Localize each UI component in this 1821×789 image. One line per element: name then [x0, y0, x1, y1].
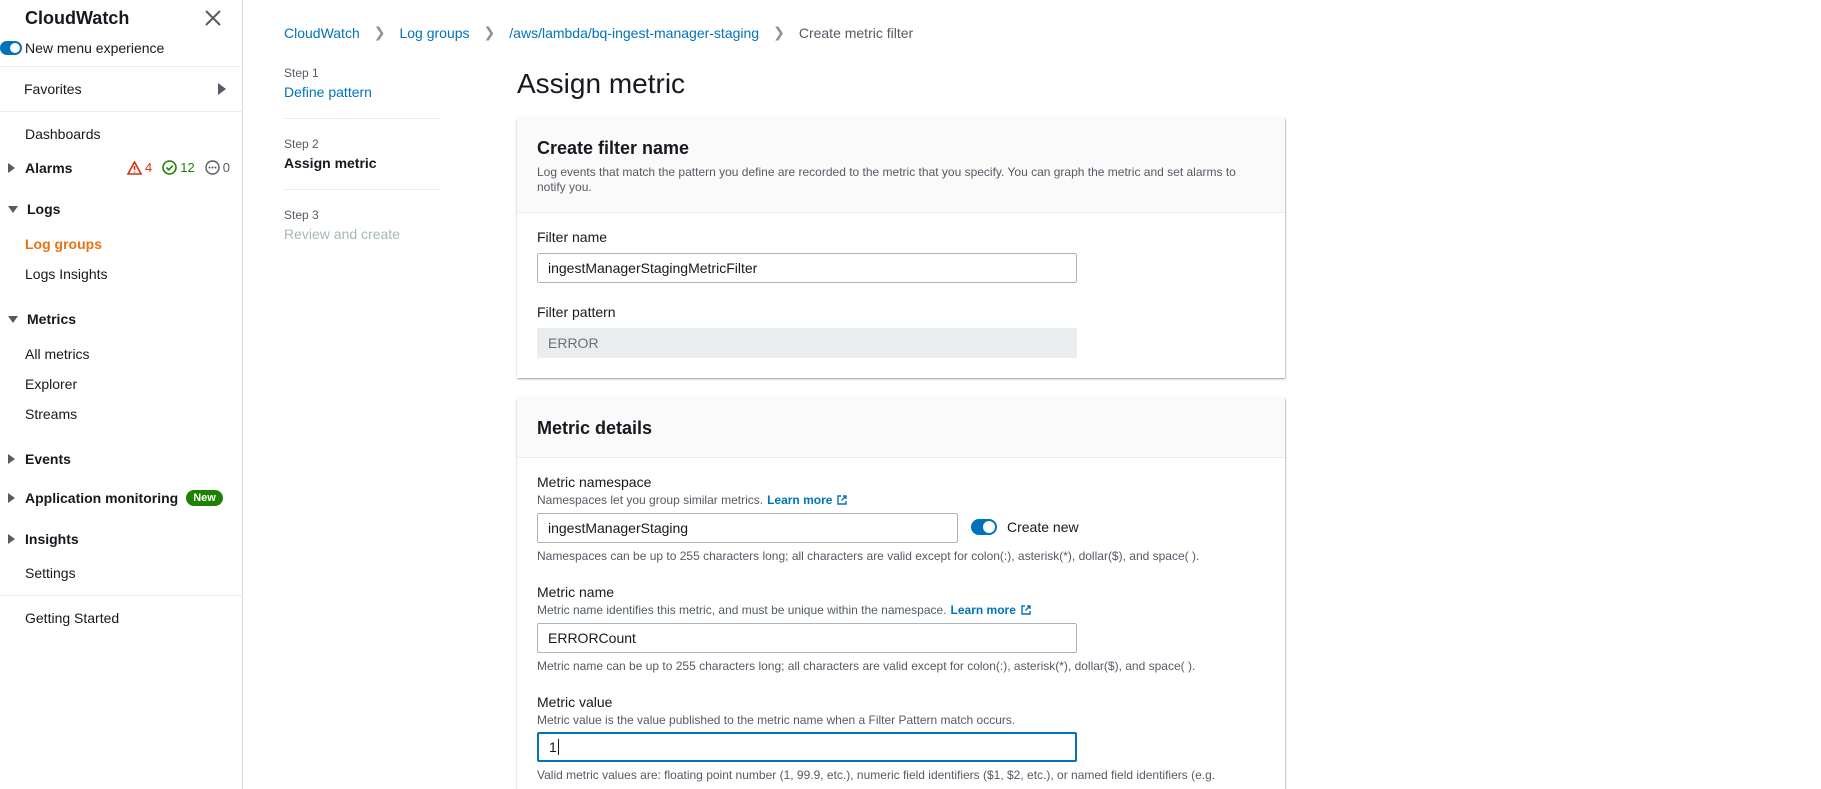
caret-right-icon — [8, 163, 15, 173]
step-2 — [284, 137, 439, 171]
sidebar-section-metrics[interactable] — [8, 311, 76, 327]
sidebar-section-application-monitoring[interactable] — [8, 490, 223, 506]
metric-namespace-label: Metric namespace — [537, 474, 652, 490]
metric-name-description — [537, 603, 1032, 617]
alarm-insufficient-badge[interactable] — [205, 160, 230, 175]
caret-right-icon — [8, 534, 15, 544]
warning-icon — [127, 161, 142, 175]
divider — [284, 189, 439, 190]
divider — [0, 595, 243, 596]
sidebar-item-explorer[interactable]: Explorer — [25, 376, 78, 392]
sidebar-item-dashboards[interactable]: Dashboards — [25, 126, 101, 142]
sidebar-item-settings[interactable]: Settings — [25, 565, 76, 581]
breadcrumb-log-groups[interactable]: Log groups — [399, 24, 470, 41]
step-1 — [284, 66, 439, 100]
card-description: Log events that match the pattern you define are recorded to the metric that you specify. You can graph the metric and set alarms to notify you. — [537, 165, 1236, 194]
sidebar-section-label: Application monitoring — [25, 490, 179, 506]
caret-right-icon — [8, 493, 15, 503]
sidebar-section-label: Insights — [25, 531, 79, 547]
chevron-right-icon: ❯ — [773, 24, 785, 40]
sidebar-section-label: Alarms — [25, 160, 73, 176]
caret-down-icon — [8, 316, 18, 323]
metric-value-text: 1 — [549, 739, 557, 755]
caret-right-icon — [8, 454, 15, 464]
sidebar-item-favorites[interactable]: Favorites — [24, 81, 82, 97]
metric-value-label: Metric value — [537, 694, 613, 710]
breadcrumb-current: Create metric filter — [798, 24, 914, 41]
breadcrumb-log-group[interactable]: /aws/lambda/bq-ingest-manager-staging — [509, 24, 760, 41]
new-menu-toggle-row[interactable] — [0, 40, 164, 56]
sidebar-item-all-metrics[interactable]: All metrics — [25, 346, 90, 362]
create-new-label: Create new — [1007, 519, 1079, 535]
external-link-icon[interactable] — [836, 494, 848, 506]
sidebar-title: CloudWatch — [25, 8, 130, 28]
step-link-define-pattern[interactable]: Define pattern — [284, 84, 372, 100]
external-link-icon[interactable] — [1020, 604, 1032, 616]
metric-name-hint: Metric name can be up to 255 characters long; all characters are valid except for colon(:), asterisk(*), dollar($), and space( ). — [537, 659, 1196, 673]
step-label-assign-metric: Assign metric — [284, 155, 377, 171]
card-header — [517, 398, 1285, 458]
alarm-count: 4 — [145, 160, 153, 175]
metric-name-input[interactable]: ERRORCount — [537, 623, 1077, 653]
metric-value-description: Metric value is the value published to the metric name when a Filter Pattern match occurs. — [537, 713, 1016, 727]
caret-right-icon[interactable] — [218, 83, 226, 95]
chevron-right-icon: ❯ — [483, 24, 496, 40]
ellipsis-circle-icon — [205, 160, 220, 175]
metric-namespace-description — [537, 493, 848, 507]
sidebar-item-streams[interactable]: Streams — [25, 406, 78, 422]
metric-details-card — [517, 398, 1285, 789]
filter-name-input[interactable]: ingestManagerStagingMetricFilter — [537, 253, 1077, 283]
filter-name-card — [517, 118, 1285, 378]
chevron-right-icon: ❯ — [373, 24, 386, 40]
divider — [284, 118, 439, 119]
alarm-badges — [127, 160, 236, 175]
metric-name-label: Metric name — [537, 584, 615, 600]
sidebar-section-insights[interactable] — [8, 531, 79, 547]
step-3 — [284, 208, 439, 242]
create-new-toggle-row[interactable] — [971, 519, 1079, 535]
sidebar-section-label: Logs — [27, 201, 61, 217]
sidebar-section-label: Events — [25, 451, 71, 467]
step-number: Step 2 — [284, 137, 319, 151]
close-icon[interactable] — [203, 8, 223, 28]
card-title: Metric details — [537, 418, 653, 438]
text-cursor — [558, 739, 559, 755]
card-title: Create filter name — [537, 138, 690, 158]
alarm-in-alarm-badge[interactable] — [127, 160, 152, 175]
page-title: Assign metric — [517, 68, 686, 99]
sidebar-item-getting-started[interactable]: Getting Started — [25, 610, 120, 626]
breadcrumb-cloudwatch[interactable]: CloudWatch — [284, 24, 360, 41]
divider — [0, 66, 243, 67]
ok-count: 12 — [180, 160, 195, 175]
sidebar-item-logs-insights[interactable]: Logs Insights — [25, 266, 108, 282]
sidebar-section-logs[interactable] — [8, 201, 60, 217]
insufficient-count: 0 — [222, 160, 230, 175]
learn-more-link[interactable]: Learn more — [950, 603, 1016, 617]
create-new-toggle[interactable] — [971, 519, 997, 535]
learn-more-link[interactable]: Learn more — [767, 493, 833, 507]
step-label-review-and-create: Review and create — [284, 226, 400, 242]
new-badge: New — [186, 490, 223, 506]
step-number: Step 3 — [284, 208, 319, 222]
caret-down-icon — [8, 206, 18, 213]
step-number: Step 1 — [284, 66, 319, 80]
sidebar-section-alarms[interactable] — [8, 160, 72, 176]
new-menu-label: New menu experience — [25, 40, 165, 56]
filter-name-label: Filter name — [537, 229, 608, 245]
sidebar-section-label: Metrics — [27, 311, 77, 327]
metric-namespace-input[interactable]: ingestManagerStaging — [537, 513, 958, 543]
sidebar-section-events[interactable] — [8, 451, 71, 467]
metric-value-input[interactable] — [537, 732, 1077, 762]
sidebar — [0, 0, 243, 789]
filter-pattern-label: Filter pattern — [537, 304, 616, 320]
check-circle-icon — [162, 160, 177, 175]
metric-namespace-hint: Namespaces can be up to 255 characters long; all characters are valid except for colon(:), asterisk(*), dollar($), and space( ). — [537, 549, 1200, 563]
card-header — [517, 118, 1285, 213]
description-text: Metric name identifies this metric, and must be unique within the namespace. — [537, 603, 947, 617]
new-menu-toggle[interactable] — [0, 41, 22, 55]
sidebar-item-log-groups[interactable]: Log groups — [25, 236, 102, 252]
metric-value-hint: Valid metric values are: floating point number (1, 99.9, etc.), numeric field identifiers ($1, $2, etc.), or named field identifiers (e.g. — [537, 768, 1216, 782]
breadcrumb — [284, 24, 913, 41]
alarm-ok-badge[interactable] — [162, 160, 194, 175]
description-text: Namespaces let you group similar metrics. — [537, 493, 764, 507]
divider — [0, 111, 243, 112]
filter-pattern-input: ERROR — [537, 328, 1077, 358]
